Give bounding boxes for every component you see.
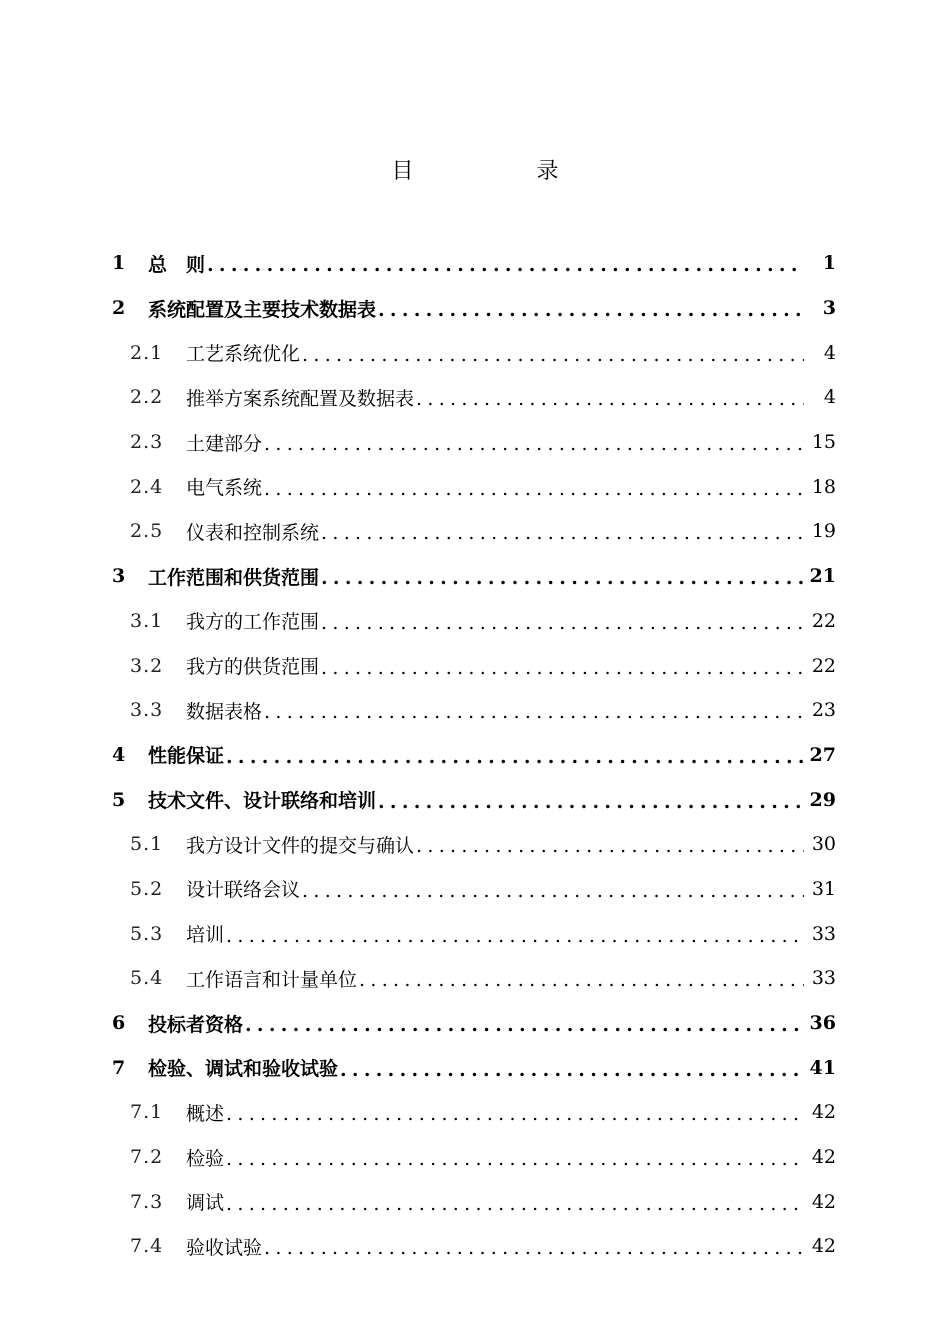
toc-entry-page-number: 42 [811,1101,836,1124]
toc-entry-page-number: 42 [811,1146,836,1169]
toc-entry-page-number: 1 [822,252,836,275]
toc-entry-page-number: 30 [811,833,836,856]
toc-entry-number: 7.4 [130,1235,164,1258]
toc-entry-number: 1 [112,252,126,275]
toc-entry-title: 检验 [186,1147,225,1170]
toc-entry[interactable] [0,420,950,465]
toc-entry-page-number: 4 [823,386,836,409]
toc-entry-page-number: 18 [811,475,836,498]
toc-entry[interactable] [0,643,950,688]
toc-entry[interactable] [0,822,950,867]
toc-entry[interactable] [0,688,950,733]
toc-entry-title: 总 则 [148,253,206,276]
toc-entry-title: 调试 [186,1192,225,1215]
toc-leader-dots [302,879,804,903]
toc-leader-dots [340,1058,804,1082]
toc-entry-number: 3.1 [130,609,164,632]
toc-entry[interactable] [0,956,950,1001]
toc-leader-dots [207,253,804,277]
toc-leader-dots [378,298,804,322]
toc-entry[interactable] [0,1090,950,1135]
toc-entry-title: 土建部分 [186,432,263,455]
toc-leader-dots [359,968,804,992]
toc-entry[interactable] [0,1179,950,1224]
toc-entry[interactable] [0,1045,950,1090]
toc-entry[interactable] [0,375,950,420]
toc-entry-title: 检验、调试和验收试验 [148,1058,339,1081]
toc-entry-number: 3.3 [130,699,164,722]
toc-leader-dots [264,432,804,456]
toc-entry-page-number: 33 [811,967,836,990]
toc-entry[interactable] [0,554,950,599]
toc-entry-number: 5.4 [130,967,164,990]
toc-entry-title: 数据表格 [186,700,263,723]
toc-entry[interactable] [0,286,950,331]
toc-entry-page-number: 22 [811,654,836,677]
toc-entry-number: 5.1 [130,833,164,856]
toc-entry-number: 5.2 [130,877,164,900]
toc-entry-page-number: 41 [809,1056,836,1079]
toc-entry-title: 验收试验 [186,1236,263,1259]
toc-entry-title: 仪表和控制系统 [186,521,320,544]
toc-entry-title: 推举方案系统配置及数据表 [186,387,415,410]
toc-entry[interactable] [0,1135,950,1180]
toc-entry-title: 投标者资格 [148,1013,244,1036]
toc-leader-dots [226,745,804,769]
toc-entry-title: 工艺系统优化 [186,343,301,366]
toc-entry[interactable] [0,509,950,554]
toc-entry-number: 6 [112,1012,126,1035]
toc-leader-dots [245,1013,804,1037]
toc-entry-title: 技术文件、设计联络和培训 [148,790,377,813]
toc-entry-number: 2.2 [130,386,164,409]
toc-entry[interactable] [0,599,950,644]
toc-leader-dots [264,1236,804,1260]
toc-entry-title: 概述 [186,1102,225,1125]
toc-entry-page-number: 15 [811,431,836,454]
toc-entry-title: 培训 [186,924,225,947]
toc-entry[interactable] [0,1001,950,1046]
toc-entry-number: 2.1 [130,341,164,364]
toc-entry-title: 工作范围和供货范围 [148,566,320,589]
toc-entry-page-number: 21 [809,565,836,588]
toc-entry-page-number: 19 [811,520,836,543]
toc-leader-dots [321,521,804,545]
toc-leader-dots [416,387,804,411]
toc-entry-number: 7.3 [130,1190,164,1213]
toc-entry-title: 我方的工作范围 [186,611,320,634]
toc-leader-dots [264,700,804,724]
table-of-contents [0,241,950,1269]
toc-entry-title: 我方设计文件的提交与确认 [186,834,415,857]
toc-entry-page-number: 29 [809,788,836,811]
toc-entry-number: 7.1 [130,1101,164,1124]
toc-entry[interactable] [0,464,950,509]
toc-entry-page-number: 4 [823,341,836,364]
toc-entry-number: 2.4 [130,475,164,498]
toc-entry-number: 2.3 [130,431,164,454]
toc-entry-page-number: 27 [809,743,836,766]
toc-entry[interactable] [0,777,950,822]
toc-entry-page-number: 42 [811,1235,836,1258]
toc-title: 目 录 [391,159,617,184]
toc-entry-number: 3 [112,565,126,588]
toc-entry-page-number: 23 [811,699,836,722]
toc-leader-dots [264,477,804,501]
toc-entry[interactable] [0,911,950,956]
toc-entry-page-number: 22 [811,609,836,632]
toc-entry-title: 性能保证 [148,745,225,768]
toc-leader-dots [378,790,804,814]
toc-entry[interactable] [0,241,950,286]
toc-leader-dots [226,1102,804,1126]
toc-entry-title: 电气系统 [186,477,263,500]
toc-entry-number: 5 [112,788,126,811]
toc-entry[interactable] [0,867,950,912]
toc-entry[interactable] [0,733,950,778]
toc-leader-dots [416,834,804,858]
toc-leader-dots [226,924,804,948]
toc-entry[interactable] [0,1224,950,1269]
toc-entry-number: 7 [112,1056,126,1079]
toc-entry-title: 我方的供货范围 [186,656,320,679]
toc-leader-dots [321,611,804,635]
toc-leader-dots [321,566,804,590]
toc-entry-page-number: 3 [822,297,836,320]
toc-entry-number: 2 [112,297,126,320]
toc-entry-number: 5.3 [130,922,164,945]
toc-entry[interactable] [0,330,950,375]
toc-leader-dots [226,1192,804,1216]
toc-entry-number: 2.5 [130,520,164,543]
toc-entry-page-number: 42 [811,1190,836,1213]
toc-entry-title: 系统配置及主要技术数据表 [148,298,377,321]
toc-entry-title: 设计联络会议 [186,879,301,902]
toc-entry-number: 4 [112,743,126,766]
toc-entry-page-number: 36 [809,1012,836,1035]
toc-entry-number: 7.2 [130,1146,164,1169]
toc-entry-page-number: 31 [811,877,836,900]
toc-entry-page-number: 33 [811,922,836,945]
toc-leader-dots [321,656,804,680]
toc-entry-number: 3.2 [130,654,164,677]
toc-leader-dots [302,343,804,367]
toc-leader-dots [226,1147,804,1171]
toc-entry-title: 工作语言和计量单位 [186,968,358,991]
